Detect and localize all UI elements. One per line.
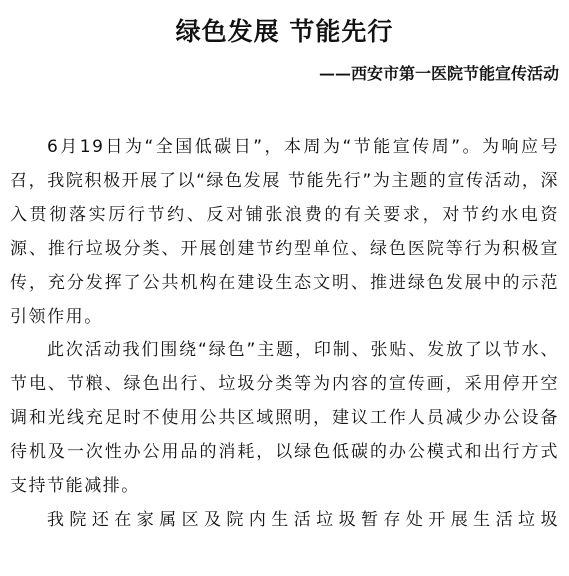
article-body xyxy=(10,131,559,538)
article-subtitle: ——西安市第一医院节能宣传活动 xyxy=(318,64,559,83)
paragraph-2: 此次活动我们围绕“绿色”主题，印制、张贴、发放了以节水、节电、节粮、绿色出行、垃圾分类等为内容的宣传画，采用停开空调和光线充足时不使用公共区域照明，建议工作人员减少办公设备待机及一次性办公用品的消耗，以绿色低碳的办公模式和出行方式支持节能减排。 xyxy=(10,340,559,497)
paragraph-1: 6月19日为“全国低碳日”，本周为“节能宣传周”。为响应号召，我院积极开展了以“绿色发展 节能先行”为主题的宣传活动，深入贯彻落实厉行节约、反对铺张浪费的有关要求，对节约水电资源、推行垃圾分类、开展创建节约型单位、绿色医院等行为积极宣传，充分发挥了公共机构在建设生态文明、推进绿色发展中的示范引领作用。 xyxy=(10,137,559,327)
article-title: 绿色发展 节能先行 xyxy=(175,17,394,46)
paragraph-3: 我院还在家属区及院内生活垃圾暂存处开展生活垃圾 xyxy=(47,509,559,530)
